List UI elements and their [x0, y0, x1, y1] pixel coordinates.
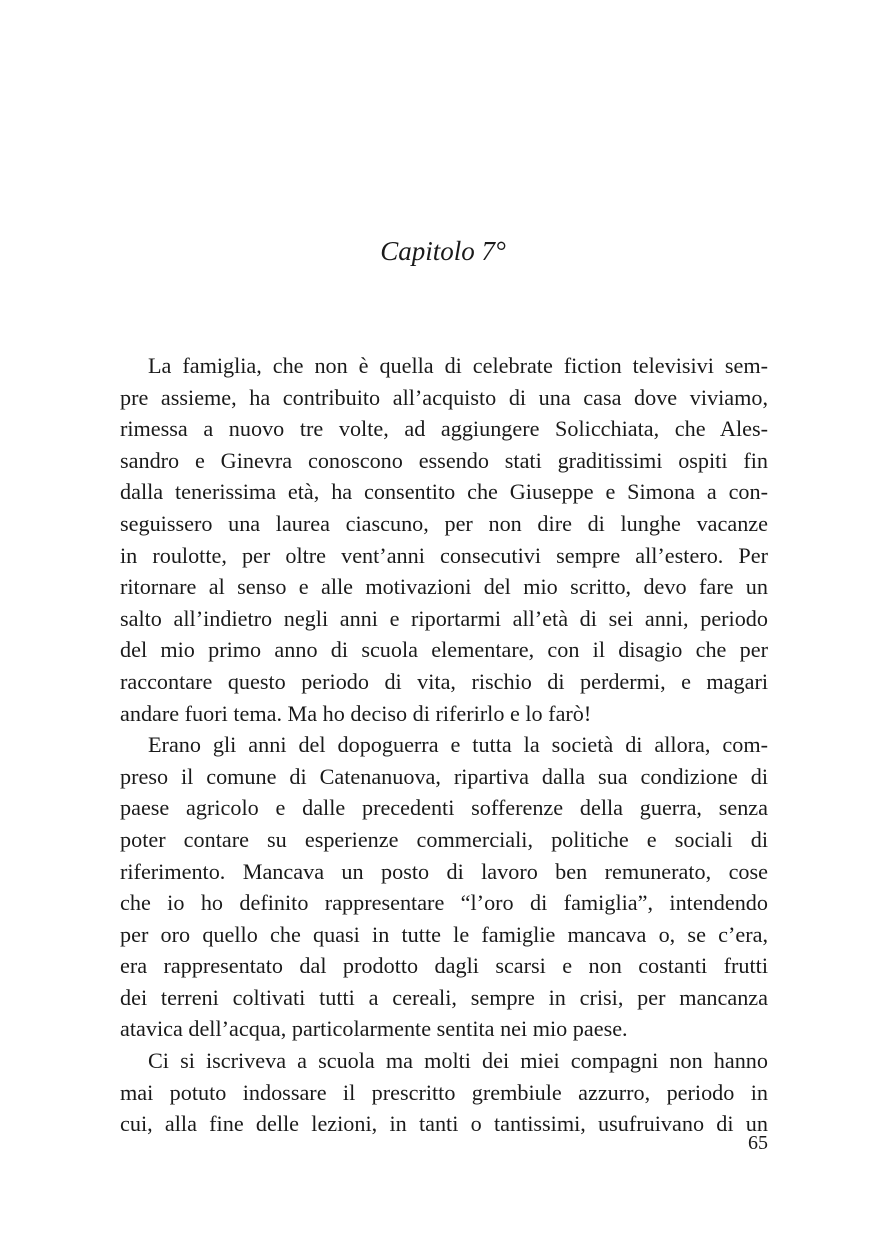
text-line: del mio primo anno di scuola elementare, con il disagio che per	[120, 637, 768, 663]
text-line: ritornare al senso e alle motivazioni del mio scritto, devo fare un	[120, 574, 768, 600]
text-line: atavica dell’acqua, particolarmente sentita nei mio paese.	[120, 1016, 628, 1042]
text-line: in roulotte, per oltre vent’anni consecutivi sempre all’estero. Per	[120, 542, 768, 568]
text-line: dalla tenerissima età, ha consentito che Giuseppe e Simona a con-	[120, 479, 768, 505]
page-number: 65	[748, 1132, 768, 1154]
text-line: preso il comune di Catenanuova, ripartiva dalla sua condizione di	[120, 763, 768, 789]
text-line: per oro quello che quasi in tutte le famiglie mancava o, se c’era,	[120, 921, 768, 947]
text-line: pre assieme, ha contribuito all’acquisto di una casa dove viviamo,	[120, 384, 768, 410]
text-line: era rappresentato dal prodotto dagli scarsi e non costanti frutti	[120, 953, 768, 979]
text-line: sandro e Ginevra conoscono essendo stati graditissimi ospiti fin	[120, 447, 768, 473]
text-line: dei terreni coltivati tutti a cereali, sempre in crisi, per mancanza	[120, 984, 768, 1010]
text-line: mai potuto indossare il prescritto grembiule azzurro, periodo in	[120, 1079, 768, 1105]
text-line: andare fuori tema. Ma ho deciso di riferirlo e lo farò!	[120, 700, 592, 726]
text-line: salto all’indietro negli anni e riportarmi all’età di sei anni, periodo	[120, 605, 768, 631]
paragraph-3	[120, 1045, 768, 1140]
text-line: raccontare questo periodo di vita, rischio di perdermi, e magari	[120, 668, 768, 694]
text-line: riferimento. Mancava un posto di lavoro ben remunerato, cose	[120, 858, 768, 884]
text-line: La famiglia, che non è quella di celebrate fiction televisivi sem-	[148, 353, 768, 378]
text-line: Erano gli anni del dopoguerra e tutta la società di allora, com-	[148, 732, 768, 758]
paragraph-2	[120, 729, 768, 1045]
text-line: paese agricolo e dalle precedenti sofferenze della guerra, senza	[120, 795, 768, 821]
chapter-title: Capitolo 7°	[380, 236, 506, 266]
text-line: poter contare su esperienze commerciali, politiche e sociali di	[120, 826, 768, 852]
text-line: seguissero una laurea ciascuno, per non dire di lunghe vacanze	[120, 510, 768, 536]
paragraph-1	[120, 350, 768, 729]
text-line: che io ho definito rappresentare “l’oro di famiglia”, intendendo	[120, 890, 768, 916]
text-line: cui, alla fine delle lezioni, in tanti o tantissimi, usufruivano di un	[120, 1111, 768, 1137]
text-line: rimessa a nuovo tre volte, ad aggiungere Solicchiata, che Ales-	[120, 416, 768, 442]
text-line: Ci si iscriveva a scuola ma molti dei miei compagni non hanno	[148, 1048, 768, 1074]
body-text	[120, 350, 768, 1140]
